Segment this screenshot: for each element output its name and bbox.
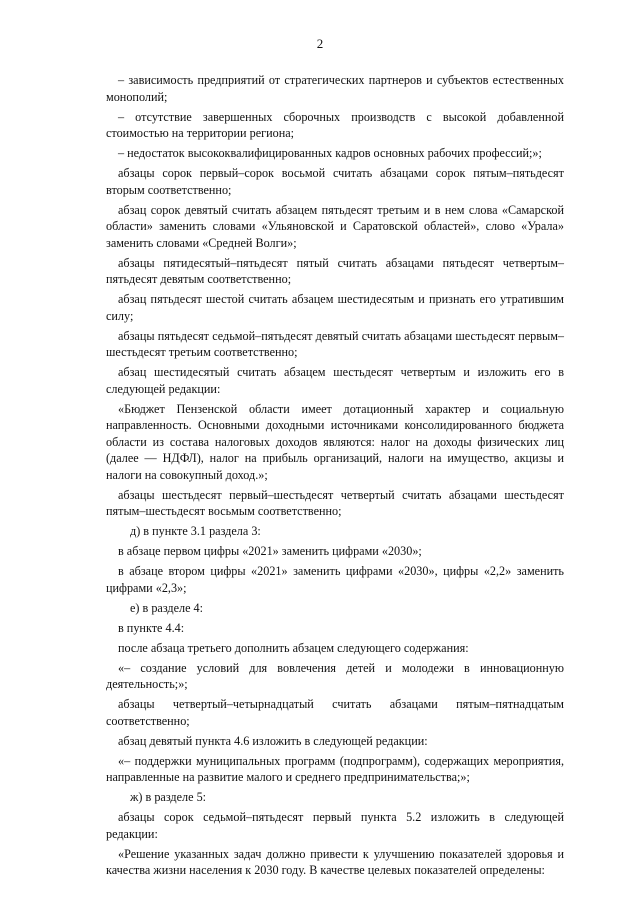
paragraph-12: д) в пункте 3.1 раздела 3:	[130, 524, 261, 538]
paragraph-20: абзац девятый пункта 4.6 изложить в следующей редакции:	[118, 733, 428, 748]
paragraph-10: «Бюджет Пензенской области имеет дотационный характер и социальную направленность. Основными доходными источниками консолидированного бюджета области из состава налоговых доходов являются: налог на доходы физических лиц (далее — НДФЛ), налог на прибыль организаций, налоги на имущество, акцизы и налоги на совокупный доход.»;	[106, 401, 564, 482]
paragraph-16: в пункте 4.4:	[118, 620, 185, 635]
page-number: 2	[316, 36, 324, 51]
paragraph-9: абзац шестидесятый считать абзацем шестьдесят четвертым и изложить его в следующей редакции:	[106, 365, 564, 396]
paragraph-15: е) в разделе 4:	[130, 600, 204, 615]
document-body	[106, 72, 564, 882]
paragraph-17: после абзаца третьего дополнить абзацем следующего содержания:	[118, 640, 469, 655]
paragraph-14: в абзаце втором цифры «2021» заменить цифрами «2030», цифры «2,2» заменить цифрами «2,3»;	[106, 564, 564, 595]
paragraph-6: абзацы пятидесятый–пятьдесят пятый считать абзацами пятьдесят четвертым–пятьдесят девятым соответственно;	[106, 255, 564, 286]
paragraph-24: «Решение указанных задач должно привести к улучшению показателей здоровья и качества жизни населения к 2030 году. В качестве целевых показателей определены:	[106, 846, 564, 877]
paragraph-1: – зависимость предприятий от стратегических партнеров и субъектов естественных монополий;	[106, 73, 564, 104]
paragraph-4: абзацы сорок первый–сорок восьмой считать абзацами сорок пятым–пятьдесят вторым соответственно;	[106, 166, 564, 197]
paragraph-22: ж) в разделе 5:	[130, 790, 207, 804]
paragraph-23: абзацы сорок седьмой–пятьдесят первый пункта 5.2 изложить в следующей редакции:	[106, 810, 564, 841]
paragraph-18: «– создание условий для вовлечения детей и молодежи в инновационную деятельность;»;	[106, 660, 564, 691]
paragraph-19: абзацы четвертый–четырнадцатый считать абзацами пятым–пятнадцатым соответственно;	[106, 697, 564, 728]
paragraph-11: абзацы шестьдесят первый–шестьдесят четвертый считать абзацами шестьдесят пятым–шестьдесят восьмым соответственно;	[106, 487, 564, 518]
paragraph-21: «– поддержки муниципальных программ (подпрограмм), содержащих мероприятия, направленные на развитие малого и среднего предпринимательства;»;	[106, 753, 564, 784]
paragraph-8: абзацы пятьдесят седьмой–пятьдесят девятый считать абзацами шестьдесят первым–шестьдесят третьим соответственно;	[106, 328, 564, 359]
paragraph-3: – недостаток высококвалифицированных кадров основных рабочих профессий;»;	[118, 146, 542, 160]
paragraph-5: абзац сорок девятый считать абзацем пятьдесят третьим и в нем слова «Самарской области» заменить словами «Ульяновской и Саратовской областей», слово «Урала» заменить словами «Средней Волги»;	[106, 202, 564, 250]
paragraph-7: абзац пятьдесят шестой считать абзацем шестидесятым и признать его утратившим силу;	[106, 292, 564, 323]
paragraph-13: в абзаце первом цифры «2021» заменить цифрами «2030»;	[118, 544, 422, 558]
paragraph-2: – отсутствие завершенных сборочных производств с высокой добавленной стоимостью на территории региона;	[106, 109, 564, 140]
